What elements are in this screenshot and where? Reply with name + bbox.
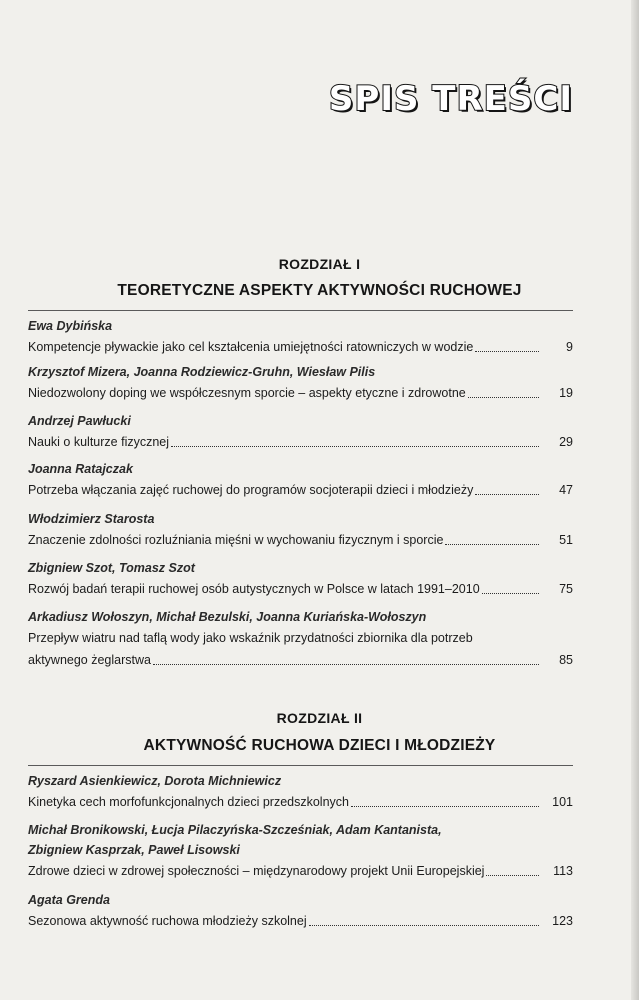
entry-row bbox=[28, 529, 573, 551]
toc-entry[interactable] bbox=[28, 890, 573, 932]
entry-row bbox=[28, 431, 573, 453]
entry-page: 51 bbox=[559, 533, 573, 547]
entry-authors: Ewa Dybińska bbox=[28, 319, 113, 333]
entry-page: 9 bbox=[566, 340, 573, 354]
entry-title-line1: Przepływ wiatru nad taflą wody jako wskaźnik przydatności zbiornika dla potrzeb bbox=[28, 631, 473, 645]
toc-entry[interactable] bbox=[28, 820, 573, 882]
chapter-2-title: AKTYWNOŚĆ RUCHOWA DZIECI I MŁODZIEŻY bbox=[143, 737, 496, 754]
entry-page: 101 bbox=[552, 795, 573, 809]
leader-dots bbox=[309, 924, 539, 926]
toc-entry[interactable] bbox=[28, 771, 573, 813]
entry-page: 29 bbox=[559, 435, 573, 449]
page-edge bbox=[631, 0, 639, 1000]
toc-entry[interactable] bbox=[28, 316, 573, 358]
toc-entry[interactable] bbox=[28, 509, 573, 551]
leader-dots bbox=[153, 663, 539, 665]
entry-authors: Włodzimierz Starosta bbox=[28, 512, 155, 526]
entry-page: 47 bbox=[559, 483, 573, 497]
entry-title: Rozwój badań terapii ruchowej osób autystycznych w Polsce w latach 1991–2010 bbox=[28, 582, 480, 596]
entry-title: Niedozwolony doping we współczesnym sporcie – aspekty etyczne i zdrowotne bbox=[28, 386, 466, 400]
entry-row bbox=[28, 791, 573, 813]
chapter-1-label: ROZDZIAŁ I bbox=[278, 256, 361, 272]
leader-dots bbox=[482, 592, 539, 594]
page-title: SPIS TREŚCI bbox=[328, 79, 573, 119]
entry-row bbox=[28, 578, 573, 600]
entry-title: Potrzeba włączania zajęć ruchowej do programów socjoterapii dzieci i młodzieży bbox=[28, 483, 474, 497]
entry-authors: Michał Bronikowski, Łucja Pilaczyńska-Szcześniak, Adam Kantanista, bbox=[28, 823, 442, 837]
entry-title: Zdrowe dzieci w zdrowej społeczności – międzynarodowy projekt Unii Europejskiej bbox=[28, 864, 485, 878]
toc-entry[interactable] bbox=[28, 558, 573, 600]
entry-row bbox=[28, 479, 573, 501]
chapter-1-title: TEORETYCZNE ASPEKTY AKTYWNOŚCI RUCHOWEJ bbox=[117, 282, 522, 299]
entry-title: Znaczenie zdolności rozluźniania mięśni w wychowaniu fizycznym i sporcie bbox=[28, 533, 444, 547]
entry-authors-line2: Zbigniew Kasprzak, Paweł Lisowski bbox=[28, 843, 240, 857]
leader-dots bbox=[351, 805, 539, 807]
entry-authors: Andrzej Pawłucki bbox=[28, 414, 131, 428]
entry-authors: Zbigniew Szot, Tomasz Szot bbox=[28, 561, 195, 575]
entry-title: Kinetyka cech morfofunkcjonalnych dzieci przedszkolnych bbox=[28, 795, 349, 809]
entry-authors: Arkadiusz Wołoszyn, Michał Bezulski, Joanna Kuriańska-Wołoszyn bbox=[28, 610, 427, 624]
entry-row bbox=[28, 649, 573, 671]
chapter-2-rule bbox=[28, 765, 573, 766]
leader-dots bbox=[475, 493, 539, 495]
page-title-block bbox=[328, 79, 573, 119]
entry-title: Kompetencje pływackie jako cel kształcenia umiejętności ratowniczych w wodzie bbox=[28, 340, 474, 354]
entry-page: 113 bbox=[553, 864, 573, 878]
entry-title: Sezonowa aktywność ruchowa młodzieży szkolnej bbox=[28, 914, 307, 928]
entry-page: 19 bbox=[559, 386, 573, 400]
toc-entry[interactable] bbox=[28, 411, 573, 453]
chapter-2-label: ROZDZIAŁ II bbox=[276, 710, 363, 726]
entry-authors: Joanna Ratajczak bbox=[28, 462, 133, 476]
entry-authors: Ryszard Asienkiewicz, Dorota Michniewicz bbox=[28, 774, 282, 788]
leader-dots bbox=[475, 350, 539, 352]
entry-title: Nauki o kulturze fizycznej bbox=[28, 435, 170, 449]
leader-dots bbox=[486, 874, 539, 876]
entry-title: aktywnego żeglarstwa bbox=[28, 653, 151, 667]
entry-row bbox=[28, 910, 573, 932]
chapter-1-rule bbox=[28, 310, 573, 311]
toc-entry[interactable] bbox=[28, 607, 573, 671]
leader-dots bbox=[445, 543, 539, 545]
toc-entry[interactable] bbox=[28, 459, 573, 501]
entry-row bbox=[28, 860, 573, 882]
leader-dots bbox=[468, 396, 539, 398]
toc-entry[interactable] bbox=[28, 362, 573, 404]
entry-row bbox=[28, 336, 573, 358]
leader-dots bbox=[171, 445, 539, 447]
entry-page: 123 bbox=[552, 914, 573, 928]
entry-authors: Krzysztof Mizera, Joanna Rodziewicz-Gruhn, Wiesław Pilis bbox=[28, 365, 376, 379]
entry-authors: Agata Grenda bbox=[28, 893, 110, 907]
entry-page: 85 bbox=[559, 653, 573, 667]
entry-row bbox=[28, 382, 573, 404]
entry-page: 75 bbox=[559, 582, 573, 596]
